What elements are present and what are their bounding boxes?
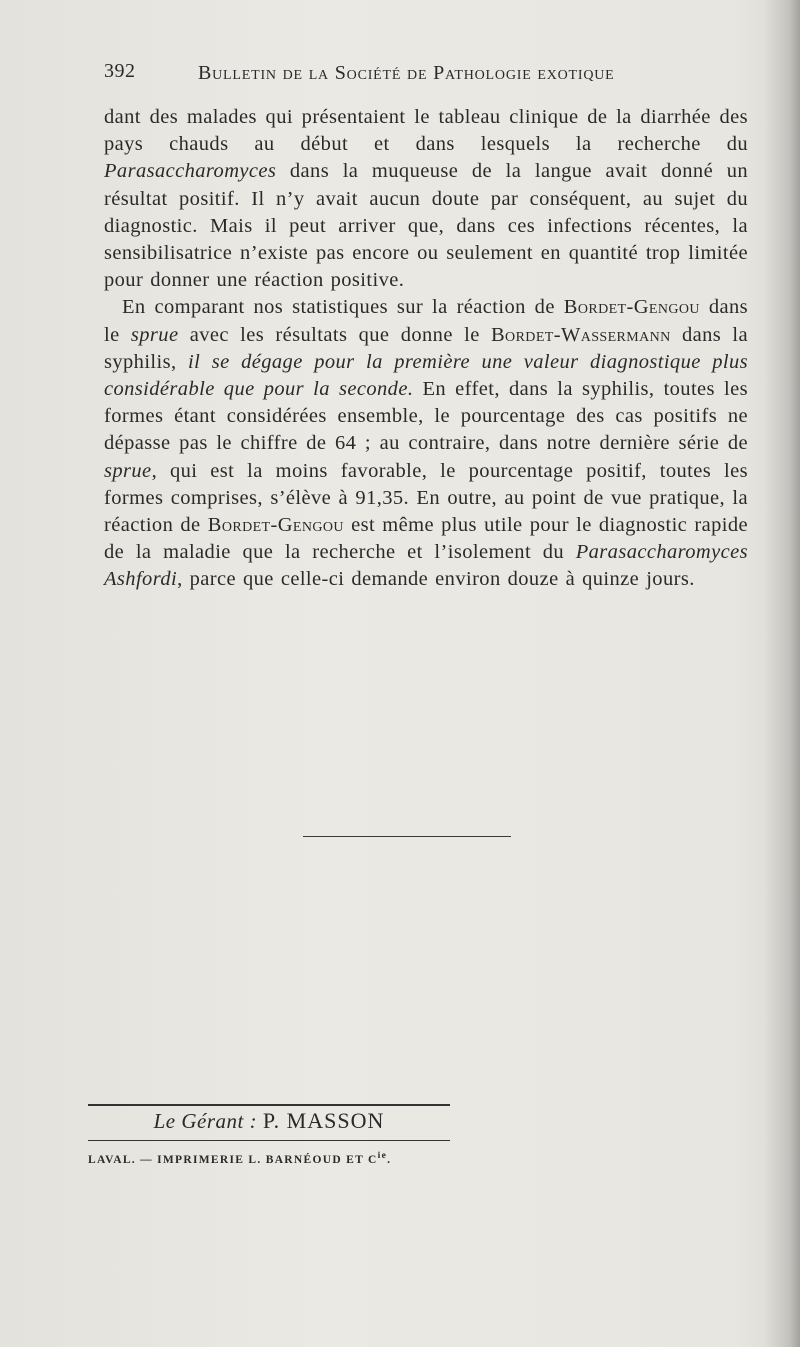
text-span: avec les résultats que donne le [178, 323, 491, 346]
gerant-label: Le Gérant : [153, 1109, 258, 1133]
author-name: Bordet-Gengou [207, 514, 344, 537]
author-name: Bordet-Wassermann [490, 323, 671, 346]
page-number: 392 [104, 60, 136, 82]
imprint-superscript: ie [377, 1150, 388, 1161]
printer-imprint [88, 1150, 458, 1166]
text-span: dans le [104, 296, 749, 346]
text-span: En effet, dans la syphilis, toutes les formes étant considérées ensemble, le pourcentage des cas positifs ne dépasse pas le chiffre de 64 ; au contraire, dans notre dernière série de [104, 378, 749, 455]
running-head: Bulletin de la Société de Pathologie exotique [198, 62, 615, 84]
text-span: , parce que celle-ci demande environ douze à quinze jours. [177, 568, 695, 591]
text-span: dant des malades qui présentaient le tableau clinique de la diarrhée des pays chauds au début et dans lesquels la recherche du [104, 106, 748, 156]
footer-rule-bottom [88, 1140, 450, 1141]
page-edge-shadow [764, 0, 800, 1347]
imprint-text: LAVAL. — IMPRIMERIE L. BARNÉOUD ET C [88, 1153, 378, 1166]
gerant-line [88, 1108, 450, 1134]
italic-term: sprue [104, 459, 152, 482]
imprint-end: . [387, 1153, 392, 1166]
gerant-name: P. MASSON [262, 1108, 385, 1133]
italic-phrase: il se dégage pour la première une valeur diagnostique plus considérable que pour la seconde. [104, 350, 749, 401]
page-header [104, 60, 664, 90]
italic-term: sprue [130, 323, 179, 346]
author-name: Bordet-Gengou [563, 296, 700, 319]
italic-term: Parasaccharomyces [104, 160, 277, 183]
section-divider [303, 836, 511, 837]
body-text [104, 104, 748, 594]
text-span: dans la muqueuse de la langue avait donné un résultat positif. Il n’y avait aucun doute par conséquent, au sujet du diagnostic. Mais il peut arriver que, dans ces infections récentes, la sensibilisatrice n’existe pas encore ou seulement en quantité trop limitée pour donner une réaction positive. [104, 160, 748, 292]
text-span: En comparant nos statistiques sur la réaction de [122, 296, 564, 319]
paragraph-1 [104, 104, 748, 294]
text-span: , qui est la moins favorable, le pourcentage positif, toutes les formes comprises, s’élève à 91,35. En outre, au point de vue pratique, la réaction de [104, 459, 748, 537]
paragraph-2 [104, 294, 748, 593]
text-span: est même plus utile pour le diagnostic rapide de la maladie que la recherche et l’isolement du [104, 514, 748, 564]
text-span: dans la syphilis, [104, 323, 748, 373]
italic-term: Parasaccharomyces Ashfordi [104, 541, 748, 591]
footer-rule-top [88, 1104, 450, 1106]
